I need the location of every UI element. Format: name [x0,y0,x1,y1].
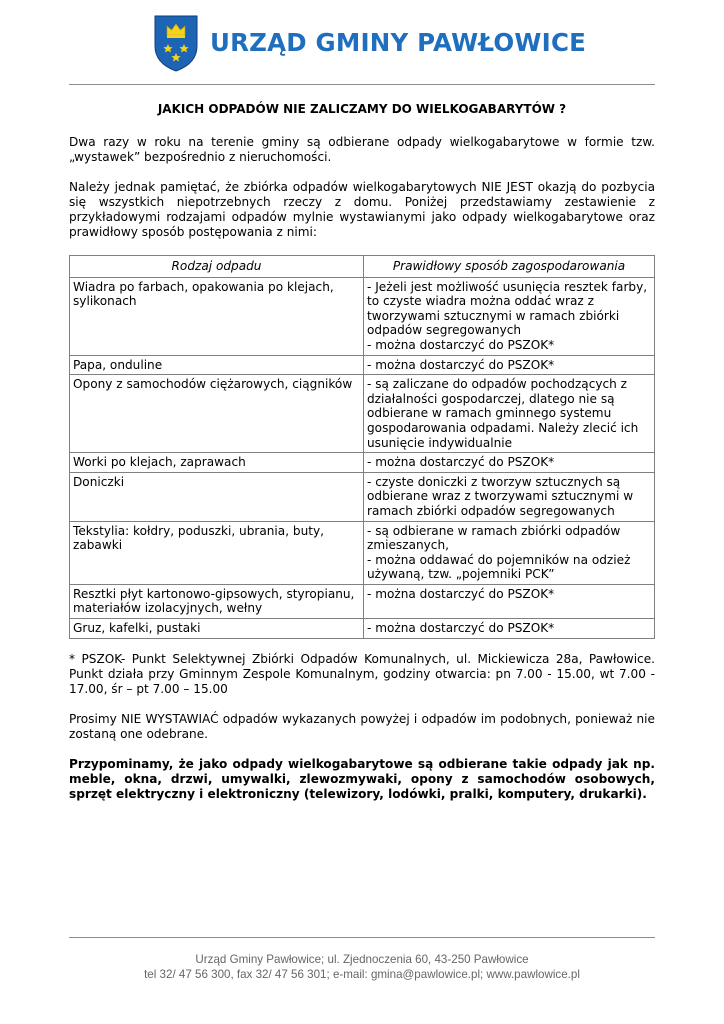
waste-type-cell: Gruz, kafelki, pustaki [70,619,364,639]
method-line: - można oddawać do pojemników na odzież używaną, tzw. „pojemniki PCK” [367,552,631,582]
page-header [0,0,724,86]
table-row [70,584,655,618]
waste-type-cell: Wiadra po farbach, opakowania po klejach, sylikonach [70,277,364,355]
table-row [70,521,655,584]
table-row [70,375,655,453]
coat-of-arms-icon [153,14,199,72]
reminder-paragraph: Przypominamy, że jako odpady wielkogabarytowe są odbierane takie odpady jak np. meble, okna, drzwi, umywalki, zlewozmywaki, opony z samochodów osobowych, sprzęt elektryczny i elektroniczny (telewizory, lodówki, pralki, komputery, drukarki). [69,756,655,801]
table-row [70,453,655,473]
method-cell [364,355,655,375]
method-line: - można dostarczyć do PSZOK* [367,357,555,372]
request-paragraph: Prosimy NIE WYSTAWIAĆ odpadów wykazanych powyżej i odpadów im podobnych, ponieważ nie zostaną one odebrane. [69,711,655,741]
explanation-paragraph: Należy jednak pamiętać, że zbiórka odpadów wielkogabarytowych NIE JEST okazją do pozbycia się wszystkich niepotrzebnych rzeczy z domu. Poniżej przedstawiamy zestawienie z przykładowymi rodzajami odpadów mylnie wystawianymi jako odpady wielkogabarytowe oraz prawidłowy sposób postępowania z nimi: [69,180,655,239]
method-line: - można dostarczyć do PSZOK* [367,455,555,470]
waste-type-cell: Worki po klejach, zaprawach [70,453,364,473]
method-cell [364,277,655,355]
method-cell [364,619,655,639]
waste-type-cell: Doniczki [70,472,364,521]
waste-type-cell: Resztki płyt kartonowo-gipsowych, styropianu, materiałów izolacyjnych, wełny [70,584,364,618]
table-row [70,355,655,375]
method-line: - są odbierane w ramach zbiórki odpadów zmieszanych, [367,523,621,553]
method-cell [364,584,655,618]
page-footer [69,952,655,982]
footer-address: Urząd Gminy Pawłowice; ul. Zjednoczenia 60, 43-250 Pawłowice [195,953,529,966]
column-header-method: Prawidłowy sposób zagospodarowania [364,256,655,278]
footer-contact: tel 32/ 47 56 300, fax 32/ 47 56 301; e-mail: gmina@pawlowice.pl; www.pawlowice.pl [144,968,580,981]
method-line: - Jeżeli jest możliwość usunięcia resztek farby, to czyste wiadra można oddać wraz z tworzywami sztucznymi w ramach zbiórki odpadów segregowanych [367,279,648,338]
table-row [70,472,655,521]
method-cell [364,453,655,473]
method-line: - można dostarczyć do PSZOK* [367,621,555,636]
waste-type-cell: Papa, onduline [70,355,364,375]
intro-paragraph: Dwa razy w roku na terenie gminy są odbierane odpady wielkogabarytowe w formie tzw. „wystawek” bezpośrednio z nieruchomości. [69,135,655,164]
method-cell [364,472,655,521]
table-row [70,277,655,355]
table-header-row [70,256,655,278]
method-line: - można dostarczyć do PSZOK* [367,337,555,352]
footer-divider [69,937,655,938]
table-row [70,619,655,639]
pszok-note: * PSZOK- Punkt Selektywnej Zbiórki Odpadów Komunalnych, ul. Mickiewicza 28a, Pawłowice. Punkt działa przy Gminnym Zespole Komunalnym, godziny otwarcia: pn 7.00 - 15.00, wt 7.00 - 17.00, śr – pt 7.00 – 15.00 [69,651,655,696]
method-cell [364,375,655,453]
waste-type-cell: Tekstylia: kołdry, poduszki, ubrania, buty, zabawki [70,521,364,584]
page-title: JAKICH ODPADÓW NIE ZALICZAMY DO WIELKOGABARYTÓW ? [157,102,567,116]
org-title: URZĄD GMINY PAWŁOWICE [210,28,587,57]
method-line: - można dostarczyć do PSZOK* [367,586,555,601]
header-divider [69,84,655,85]
method-cell [364,521,655,584]
waste-type-cell: Opony z samochodów ciężarowych, ciągników [70,375,364,453]
waste-table [69,255,655,639]
column-header-type: Rodzaj odpadu [70,256,364,278]
document-body [69,96,655,817]
method-line: - czyste doniczki z tworzyw sztucznych są odbierane wraz z tworzywami sztucznymi w ramach zbiórki odpadów segregowanych [367,474,634,518]
method-line: - są zaliczane do odpadów pochodzących z działalności gospodarczej, dlatego nie są odbierane w ramach gminnego systemu gospodarowania odpadami. Należy zlecić ich usunięcie indywidualnie [367,377,639,450]
